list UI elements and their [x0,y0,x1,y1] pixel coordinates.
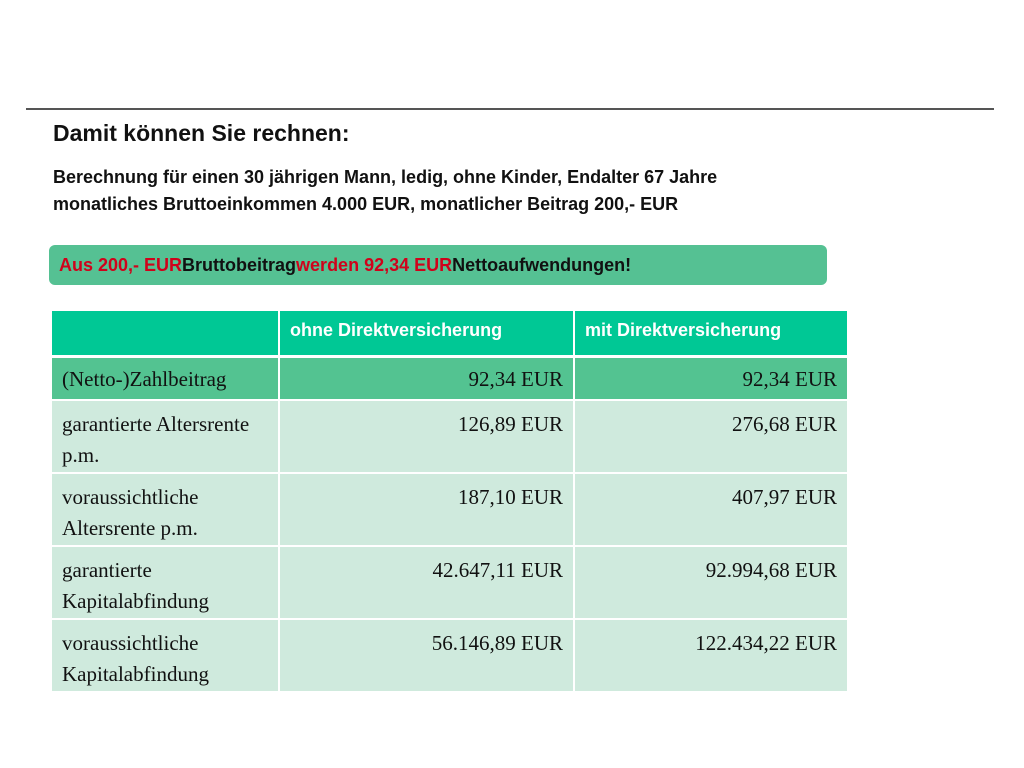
value-ohne: 187,10 EUR [280,474,575,547]
subtitle-line-1: Berechnung für einen 30 jährigen Mann, ledig, ohne Kinder, Endalter 67 Jahre [53,167,718,187]
table-row [52,474,849,547]
value-ohne: 42.647,11 EUR [280,547,575,620]
value-mit: 92.994,68 EUR [575,547,849,620]
subtitle-line-2: monatliches Bruttoeinkommen 4.000 EUR, monatlicher Beitrag 200,- EUR [53,194,679,214]
table-row [52,547,849,620]
page-title: Damit können Sie rechnen: [53,120,350,146]
table-row [52,620,849,693]
table-row [52,358,849,401]
row-label: voraussichtliche Altersrente p.m. [52,474,280,547]
value-ohne: 92,34 EUR [280,358,575,401]
header-cell-empty [52,311,280,358]
banner-amount-net: werden 92,34 EUR [296,254,453,275]
header-cell-ohne: ohne Direktversicherung [280,311,575,358]
value-mit: 276,68 EUR [575,401,849,474]
row-label: (Netto-)Zahlbeitrag [52,358,280,401]
value-ohne: 126,89 EUR [280,401,575,474]
comparison-table [52,311,849,693]
value-mit: 122.434,22 EUR [575,620,849,693]
top-divider [26,108,994,110]
row-label: voraussichtliche Kapitalabfindung [52,620,280,693]
value-mit: 92,34 EUR [575,358,849,401]
value-ohne: 56.146,89 EUR [280,620,575,693]
header-cell-mit: mit Direktversicherung [575,311,849,358]
banner-text-net: Nettoaufwendungen! [452,254,632,275]
table-row [52,401,849,474]
result-banner [49,245,827,285]
row-label: garantierte Kapitalabfindung [52,547,280,620]
value-mit: 407,97 EUR [575,474,849,547]
table-header-row [52,311,849,358]
row-label: garantierte Altersrente p.m. [52,401,280,474]
banner-amount-gross: Aus 200,- EUR [59,254,183,275]
banner-text-gross: Bruttobeitrag [182,254,297,275]
